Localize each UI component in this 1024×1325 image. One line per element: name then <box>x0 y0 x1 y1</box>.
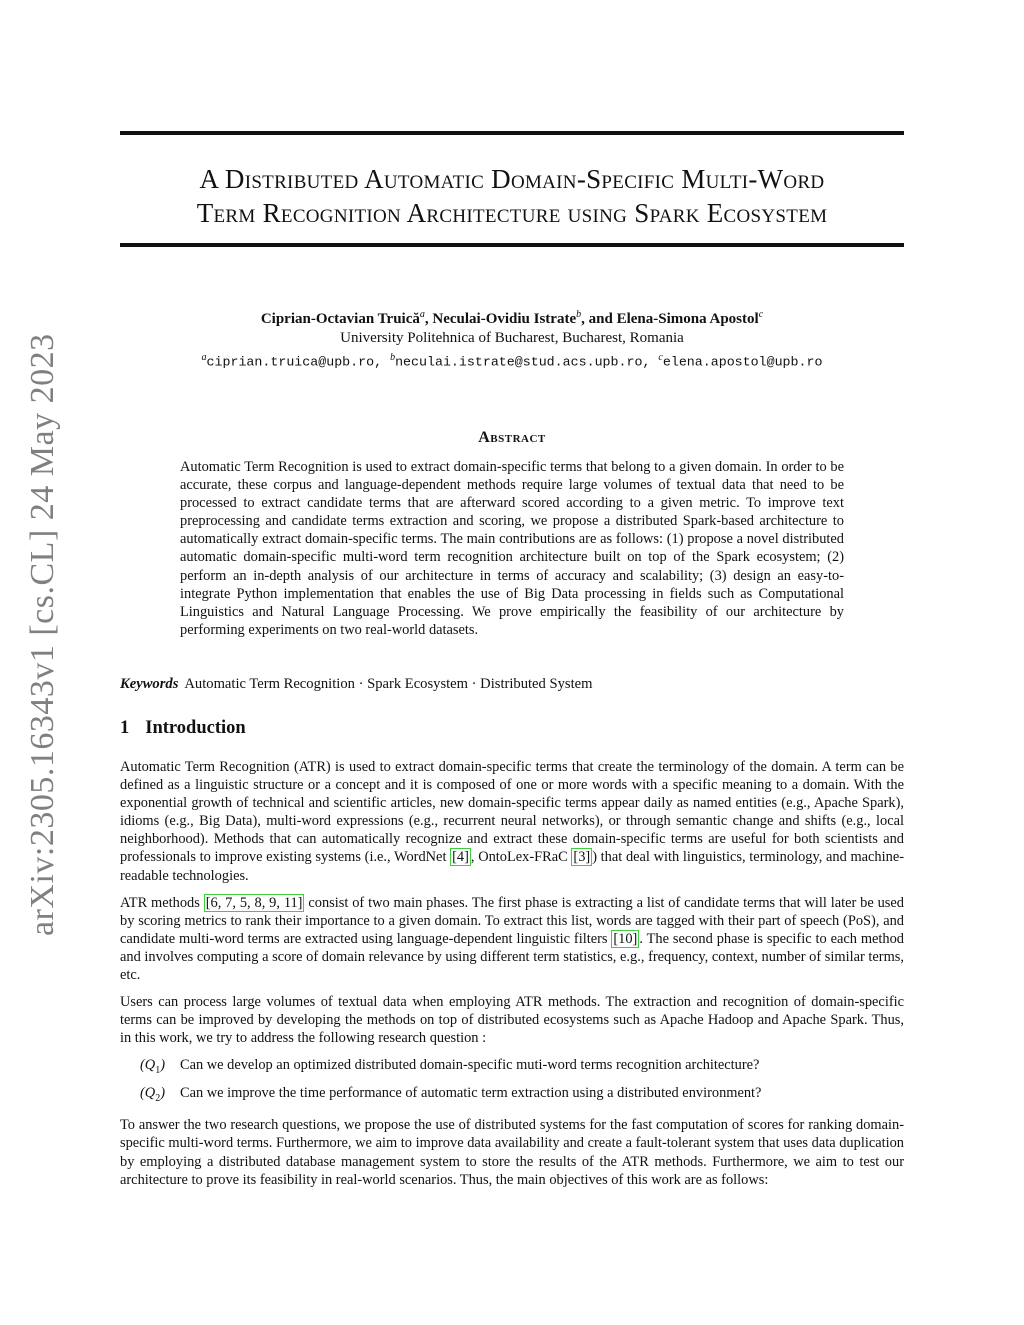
paragraph-4: To answer the two research questions, we propose the use of distributed systems for the fast computation of scores for ranking domain-specific multi-word terms. Furthermore, we aim to improve data availability and create a fault-tolerant system that uses data duplication by employing a distributed database management system to store the results of the ATR methods. Furthermore, we aim to test our architecture to prove its feasibility in real-world scenarios. Thus, the main objectives of this work are as follows: <box>120 1117 904 1188</box>
author-3: Elena-Simona Apostol <box>616 311 759 327</box>
section-heading <box>120 718 246 739</box>
paper-title <box>120 162 904 230</box>
paragraph-2 <box>120 894 904 984</box>
keywords-text: Automatic Term Recognition · Spark Ecosystem · Distributed System <box>184 676 593 692</box>
author-2-mark: b <box>576 309 582 320</box>
email-3-mark: c <box>658 352 663 363</box>
paragraph-2-end: . The second phase is specific to each method and involves computing a score of domain relevance by using different term statistics, e.g., frequency, context, number of similar terms, etc. <box>120 930 904 984</box>
author-separator-2: , and <box>581 311 617 327</box>
question-text: Can we develop an optimized distributed domain-specific muti-word terms recognition architecture? <box>180 1057 760 1074</box>
paragraph-2-mid: consist of two main phases. The first phase is extracting a list of candidate terms that will later be used by scoring metrics to rank their importance to a given domain. To extract this list, words are tagged with their part of speech (PoS), and candidate multi-word terms are extracted using language-dependent linguistic filters <box>120 894 904 947</box>
question-tag-index: 1 <box>155 1065 161 1077</box>
author-block <box>120 305 904 371</box>
citation-link[interactable]: [3] <box>573 849 591 866</box>
body-text <box>120 758 904 1198</box>
abstract-text: Automatic Term Recognition is used to extract domain-specific terms that belong to a given domain. In order to be accurate, these corpus and language-dependent methods require large volumes of textual data that need to be processed to extract candidate terms that are afterward scored according to a given metric. To improve text preprocessing and candidate terms extraction and scoring, we propose a distributed Spark-based architecture to automatically extract domain-specific terms. The main contributions are as follows: (1) propose a novel distributed automatic domain-specific multi-word term recognition architecture built on top of the Spark ecosystem; (2) perform an in-depth analysis of our architecture in terms of accuracy and scalability; (3) design an easy-to-integrate Python implementation that enables the use of Big Data processing in fields such as Computational Linguistics and Natural Language Processing. We prove empirically the feasibility of our architecture by performing experiments on two real-world datasets. <box>180 459 844 638</box>
author-3-mark: c <box>758 309 764 320</box>
citation-link[interactable]: [6, 7, 5, 8, 9, 11] <box>205 894 303 911</box>
title-line-2: Term Recognition Architecture using Spark Ecosystem <box>196 198 828 228</box>
question-tag: $(Q_1)$ <box>140 1057 165 1077</box>
paragraph-3: Users can process large volumes of textual data when employing ATR methods. The extraction and recognition of domain-specific terms can be improved by developing the methods on top of distributed ecosystems such as Apache Hadoop and Apache Spark. Thus, in this work, we try to address the following research question : <box>120 994 904 1047</box>
question-tag-letter: Q <box>144 1057 156 1074</box>
author-1-mark: a <box>419 309 425 320</box>
question-tag: $(Q_2)$ <box>140 1085 165 1105</box>
research-question <box>140 1056 904 1080</box>
title-rule-bottom <box>120 243 904 247</box>
arxiv-identifier: arXiv:2305.16343v1 [cs.CL] 24 May 2023 <box>24 333 61 936</box>
email-1[interactable]: ciprian.truica@upb.ro, <box>206 354 383 370</box>
research-question <box>140 1084 904 1108</box>
author-2: Neculai-Ovidiu Istrate <box>432 311 577 327</box>
email-2-mark: b <box>390 352 396 363</box>
abstract-heading: Abstract <box>478 429 546 446</box>
paragraph-1-end: ) that deal with linguistics, terminology, and machine-readable technologies. <box>120 849 905 884</box>
author-emails <box>120 348 904 371</box>
title-rule-top <box>120 131 904 135</box>
author-1: Ciprian-Octavian Truică <box>260 311 420 327</box>
affiliation: University Politehnica of Bucharest, Bucharest, Romania <box>340 330 684 346</box>
paragraph-1 <box>120 758 904 885</box>
title-line-1: A Distributed Automatic Domain-Specific Multi-Word <box>199 164 825 194</box>
question-text: Can we improve the time performance of automatic term extraction using a distributed environment? <box>180 1085 762 1102</box>
citation-link[interactable]: [10] <box>613 930 638 947</box>
question-tag-index: 2 <box>155 1093 161 1105</box>
research-questions <box>120 1056 904 1108</box>
section-number: 1 <box>120 718 130 738</box>
section-title: Introduction <box>145 718 246 738</box>
keywords-line <box>120 675 904 693</box>
author-separator-1: , <box>424 311 433 327</box>
question-tag-letter: Q <box>144 1085 156 1102</box>
keywords-label: Keywords <box>120 676 179 692</box>
paragraph-2-start: ATR methods <box>120 894 204 911</box>
citation-link[interactable]: [4] <box>452 849 469 866</box>
author-names <box>120 305 904 329</box>
email-1-mark: a <box>201 352 207 363</box>
paragraph-1-mid: , OntoLex-FRaC <box>470 849 572 866</box>
email-2[interactable]: neculai.istrate@stud.acs.upb.ro, <box>395 354 651 370</box>
paragraph-1-text: Automatic Term Recognition (ATR) is used to extract domain-specific terms that create the terminology of the domain. A term can be defined as a linguistic structure or a concept and it is composed of one or more words with a specific meaning to a domain. With the exponential growth of technical and scientific articles, new domain-specific terms appear daily as named entities (e.g., Apache Spark), idioms (e.g., Big Data), multi-word expressions (e.g., recurrent neural networks), or through semantic change and shifts (e.g., local neighborhood). Methods that can automatically recognize and extract these domain-specific terms are useful for both scientists and professionals to improve existing systems (i.e., WordNet <box>120 759 904 866</box>
email-3[interactable]: elena.apostol@upb.ro <box>662 354 823 370</box>
